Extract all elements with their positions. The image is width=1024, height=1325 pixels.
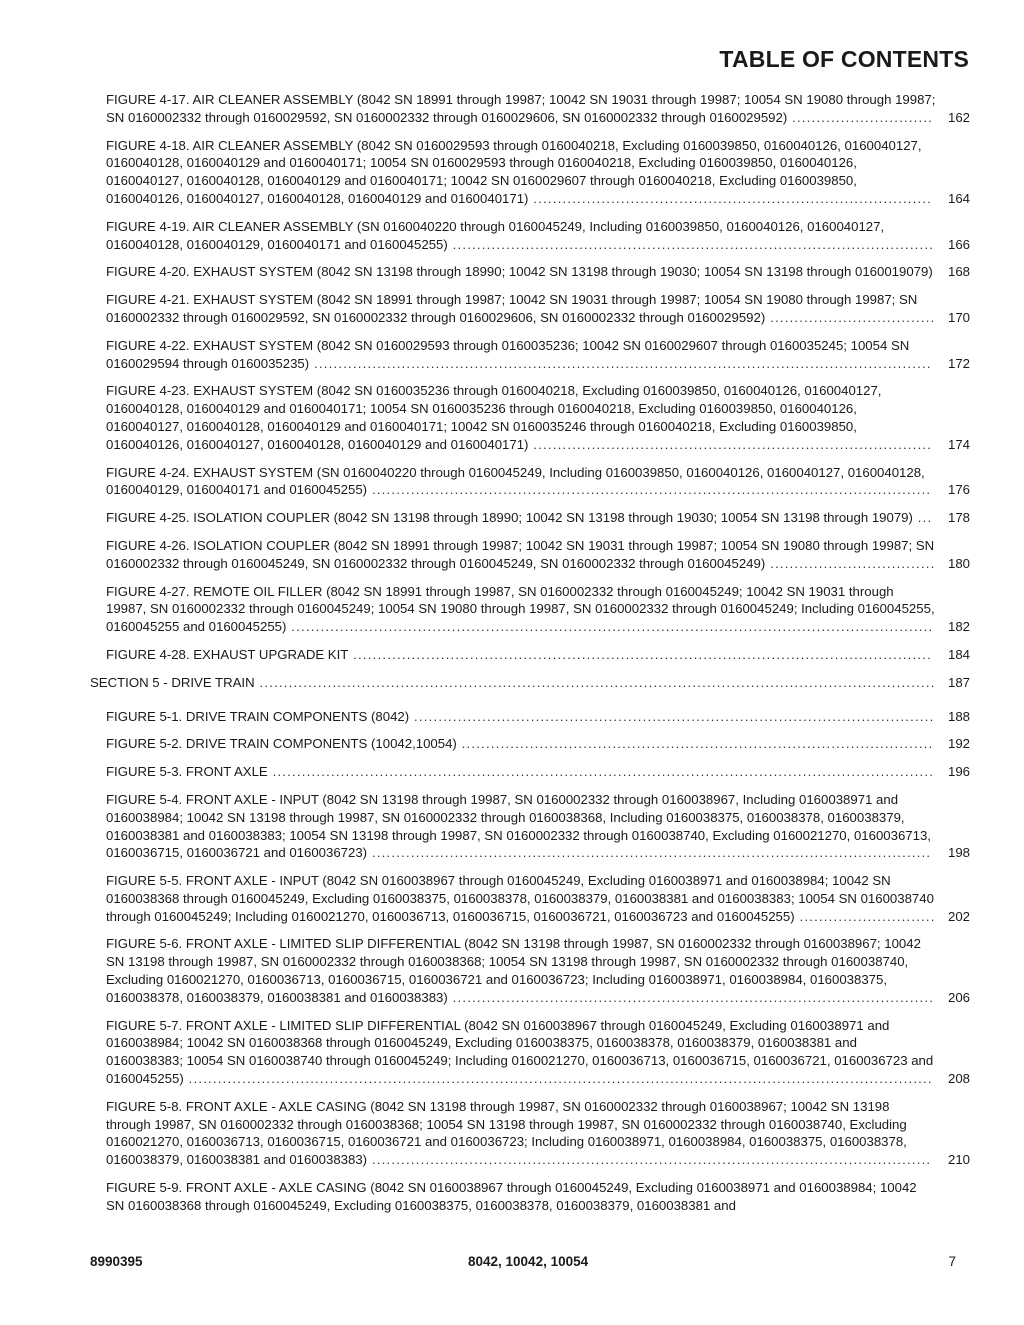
toc-entry-text: FIGURE 4-20. EXHAUST SYSTEM (8042 SN 13198 through 18990; 10042 SN 13198 through 19030; 10054 SN 13198 through 0160019079) <box>106 264 933 280</box>
toc-entry[interactable] <box>90 1017 970 1088</box>
toc-entry[interactable] <box>90 382 970 453</box>
dot-leader: ... <box>912 510 933 526</box>
dot-leader: .................................. <box>765 555 936 571</box>
toc-entry-page: 184 <box>945 646 970 664</box>
dot-leader: ................................................................................................. <box>456 736 934 752</box>
toc-entry-text: FIGURE 5-6. FRONT AXLE - LIMITED SLIP DIFFERENTIAL (8042 SN 13198 through 19987, SN 0160002332 through 0160038967; 10042 SN 13198 through 19987, SN 0160002332 through 0160038368; 10054 SN 13198 through 19987, SN 0160002332 through 0160038740, Excluding 0160021270, 0160036713, 0160036715, 0160036721 and 0160036723; Including 0160038971, 0160038984, 0160038375, 0160038378, 0160038379, 0160038381 and 0160038383) <box>106 936 921 1005</box>
toc-entry[interactable] <box>90 1179 970 1215</box>
toc-entry-page: 176 <box>945 481 970 499</box>
toc-entry-text: FIGURE 5-9. FRONT AXLE - AXLE CASING (8042 SN 0160038967 through 0160045249, Excluding 0160038971 and 0160038984; 10042 SN 0160038368 through 0160045249, Excluding 0160038375, 0160038378, 0160038379, 0160038381 and <box>106 1180 917 1213</box>
toc-entry-page: 210 <box>945 1151 970 1169</box>
toc-entry-text: FIGURE 4-18. AIR CLEANER ASSEMBLY (8042 SN 0160029593 through 0160040218, Excluding 0160039850, 0160040126, 0160040127, 0160040128, 0160040129 and 0160040171; 10054 SN 0160029593 through 0160040218, Excluding 0160039850, 0160040126, 0160040127, 0160040128, 0160040129 and 0160040171; 10042 SN 0160029607 through 0160040218, Excluding 0160039850, 0160040126, 0160040127, 0160040128, 0160040129 and 0160040171) <box>106 137 922 206</box>
toc-entry-text: FIGURE 4-27. REMOTE OIL FILLER (8042 SN 18991 through 19987, SN 0160002332 through 0160045249; 10042 SN 19031 through 19987, SN 0160002332 through 0160045249; 10054 SN 19080 through 19987, SN 0160002332 through 0160045249; Including 0160045255, 0160045255 and 0160045255) <box>106 583 935 635</box>
doc-number: 8990395 <box>90 1254 143 1269</box>
toc-entry-text: FIGURE 5-5. FRONT AXLE - INPUT (8042 SN 0160038967 through 0160045249, Excluding 0160038971 and 0160038984; 10042 SN 0160038368 through 0160045249, Excluding 0160038375, 0160038378, 0160038379, 0160038381 and 0160038383; 10054 SN 0160038740 through 0160045249; Including 0160021270, 0160036713, 0160036715, 0160036721, 0160036723 and 0160045255) <box>106 873 934 924</box>
toc-entry-text: FIGURE 4-28. EXHAUST UPGRADE KIT <box>106 646 349 662</box>
dot-leader: ......................................................................................................................................................... <box>183 1071 933 1087</box>
toc-entry[interactable] <box>90 537 970 573</box>
toc-entry[interactable] <box>90 337 970 373</box>
toc-entry-text: FIGURE 5-8. FRONT AXLE - AXLE CASING (8042 SN 13198 through 19987, SN 0160002332 through 0160038967; 10042 SN 13198 through 19987, SN 0160002332 through 0160038368; 10054 SN 13198 through 19987, SN 0160002332 through 0160038740, Excluding 0160021270, 0160036713, 0160036715, 0160036721 and 0160036723; Including 0160038971, 0160038984, 0160038375, 0160038378, 0160038379, 0160038381 and 0160038383) <box>106 1098 907 1168</box>
toc-entry[interactable] <box>90 708 970 726</box>
toc-entry-text: FIGURE 4-24. EXHAUST SYSTEM (SN 0160040220 through 0160045249, Including 0160039850, 0160040126, 0160040127, 0160040128, 0160040129, 0160040171 and 0160045255) <box>106 464 925 498</box>
toc-entry-text: SECTION 5 - DRIVE TRAIN <box>90 674 255 690</box>
dot-leader: .................................................................................................................................... <box>286 619 934 635</box>
dot-leader: ................................................................................................... <box>447 236 935 252</box>
toc-section-entry[interactable] <box>90 674 970 692</box>
toc-entry[interactable] <box>90 646 970 664</box>
toc-entry-page: 168 <box>945 263 970 281</box>
dot-leader: ............................ <box>794 908 936 924</box>
dot-leader: ........................................................................................................... <box>409 708 935 724</box>
toc-entry-page: 166 <box>945 236 970 254</box>
toc-entry-page: 196 <box>945 763 970 781</box>
toc-entry[interactable] <box>90 872 970 925</box>
dot-leader: ................................................................................................................... <box>367 1152 932 1168</box>
dot-leader: ............................................................................................................................... <box>309 355 932 371</box>
toc-list <box>90 91 970 1225</box>
toc-entry-page: 198 <box>945 844 970 862</box>
toc-entry[interactable] <box>90 735 970 753</box>
dot-leader: ............................. <box>787 109 934 125</box>
toc-entry-text: FIGURE 4-23. EXHAUST SYSTEM (8042 SN 0160035236 through 0160040218, Excluding 0160039850, 0160040126, 0160040127, 0160040128, 0160040129 and 0160040171; 10054 SN 0160035236 through 0160040218, Excluding 0160039850, 0160040126, 0160040127, 0160040128, 0160040129 and 0160040171; 10042 SN 0160035246 through 0160040218, Excluding 0160039850, 0160040126, 0160040127, 0160040128, 0160040129 and 0160040171) <box>106 383 882 452</box>
toc-entry-page: 208 <box>945 1070 970 1088</box>
toc-entry-page: 188 <box>945 708 970 726</box>
toc-entry-text: FIGURE 5-4. FRONT AXLE - INPUT (8042 SN 13198 through 19987, SN 0160002332 through 0160038967, Including 0160038971 and 0160038984; 10042 SN 13198 through 19987, SN 0160002332 through 0160038368, Including 0160038375, 0160038378, 0160038379, 0160038381 and 0160038383; 10054 SN 13198 through 19987, SN 0160002332 through 0160038740, Excluding 0160021270, 0160036713, 0160036715, 0160036721 and 0160036723) <box>106 791 931 861</box>
toc-entry-page: 180 <box>945 555 970 573</box>
toc-entry-page: 162 <box>945 109 970 127</box>
dot-leader: ................................................................................................................... <box>367 482 932 498</box>
toc-entry[interactable] <box>90 583 970 636</box>
model-list: 8042, 10042, 10054 <box>468 1254 589 1269</box>
toc-entry-page: 202 <box>945 908 970 926</box>
page-number: 7 <box>948 1254 956 1269</box>
dot-leader: ........................................................................................................................................ <box>267 764 935 780</box>
dot-leader: .................................................................................. <box>528 190 933 206</box>
toc-entry-page: 172 <box>945 355 970 373</box>
toc-entry[interactable] <box>90 137 970 208</box>
toc-entry-page: 182 <box>945 618 970 636</box>
page-title: TABLE OF CONTENTS <box>719 46 969 72</box>
toc-entry[interactable] <box>90 1098 970 1169</box>
toc-entry-text: FIGURE 4-17. AIR CLEANER ASSEMBLY (8042 SN 18991 through 19987; 10042 SN 19031 through 19987; 10054 SN 19080 through 19987; SN 0160002332 through 0160029592, SN 0160002332 through 0160029606, SN 0160002332 through 0160029592) <box>106 92 936 125</box>
toc-entry[interactable] <box>90 218 970 254</box>
dot-leader: ................................................................................................... <box>447 989 935 1005</box>
toc-entry-text: FIGURE 4-25. ISOLATION COUPLER (8042 SN 13198 through 18990; 10042 SN 13198 through 19030; 10054 SN 13198 through 19079) <box>106 510 913 526</box>
toc-entry-page: 174 <box>945 436 970 454</box>
toc-entry[interactable] <box>90 263 970 281</box>
toc-entry-text: FIGURE 5-2. DRIVE TRAIN COMPONENTS (10042,10054) <box>106 736 457 752</box>
toc-entry-text: FIGURE 5-1. DRIVE TRAIN COMPONENTS (8042) <box>106 708 410 724</box>
toc-entry-page: 164 <box>945 190 970 208</box>
toc-entry-page: 192 <box>945 735 970 753</box>
toc-entry-text: FIGURE 4-19. AIR CLEANER ASSEMBLY (SN 0160040220 through 0160045249, Including 0160039850, 0160040126, 0160040127, 0160040128, 0160040129, 0160040171 and 0160045255) <box>106 218 885 252</box>
toc-entry-text: FIGURE 4-22. EXHAUST SYSTEM (8042 SN 0160029593 through 0160035236; 10042 SN 0160029607 through 0160035245; 10054 SN 0160029594 through 0160035235) <box>106 337 910 371</box>
toc-entry[interactable] <box>90 791 970 862</box>
toc-entry[interactable] <box>90 291 970 327</box>
toc-entry-text: FIGURE 4-21. EXHAUST SYSTEM (8042 SN 18991 through 19987; 10042 SN 19031 through 19987; 10054 SN 19080 through 19987; SN 0160002332 through 0160029592, SN 0160002332 through 0160029606, SN 0160002332 through 0160029592) <box>106 292 918 325</box>
dot-leader: ....................................................................................................................... <box>348 646 932 662</box>
dot-leader: .................................................................................. <box>528 436 933 452</box>
toc-entry-page: 187 <box>945 674 970 692</box>
toc-entry[interactable] <box>90 509 970 527</box>
dot-leader: .................................. <box>765 309 936 325</box>
toc-entry[interactable] <box>90 935 970 1006</box>
toc-entry-text: FIGURE 4-26. ISOLATION COUPLER (8042 SN 18991 through 19987; 10042 SN 19031 through 19987; 10054 SN 19080 through 19987; SN 0160002332 through 0160045249, SN 0160002332 through 0160045249, SN 0160002332 through 0160045249) <box>106 537 935 571</box>
toc-entry[interactable] <box>90 464 970 500</box>
toc-entry-text: FIGURE 5-3. FRONT AXLE <box>106 764 268 780</box>
toc-entry-text: FIGURE 5-7. FRONT AXLE - LIMITED SLIP DIFFERENTIAL (8042 SN 0160038967 through 0160045249, Excluding 0160038971 and 0160038984; 10042 SN 0160038368 through 0160045249, Excluding 0160038375, 0160038378, 0160038379, 0160038381 and 0160038383; 10054 SN 0160038740 through 0160045249; Including 0160021270, 0160036713, 0160036715, 0160036721, 0160036723 and 0160045255) <box>106 1017 934 1087</box>
toc-entry[interactable] <box>90 91 970 127</box>
dot-leader: ........................................................................................................................................... <box>254 674 936 690</box>
toc-entry-page: 206 <box>945 989 970 1007</box>
toc-entry-page: 170 <box>945 309 970 327</box>
dot-leader: ................................................................................................................... <box>367 845 932 861</box>
toc-entry-page: 178 <box>945 509 970 527</box>
toc-entry[interactable] <box>90 763 970 781</box>
